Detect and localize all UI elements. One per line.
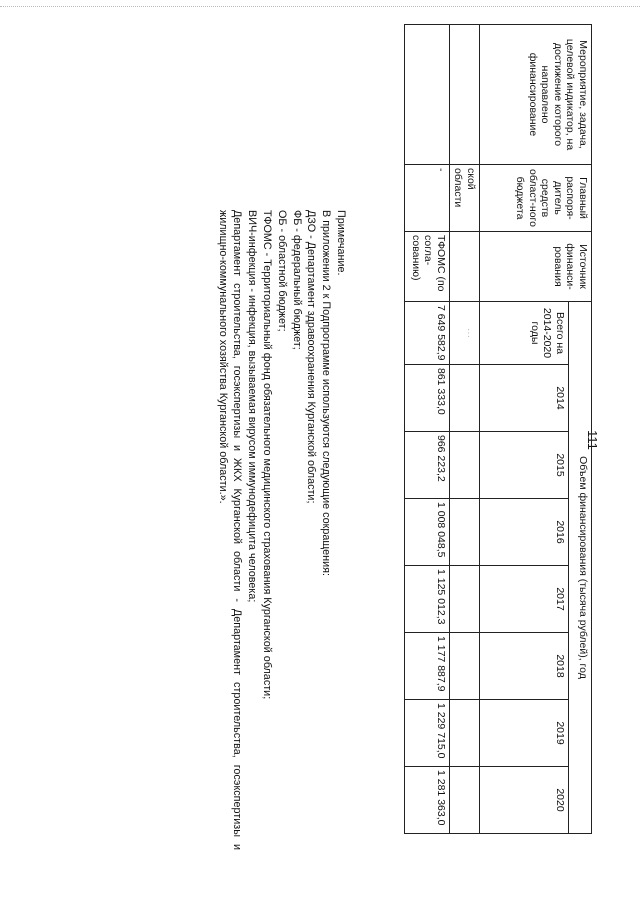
tail-faint-mark: … xyxy=(449,302,479,365)
tail-cell xyxy=(449,365,479,432)
note-item: ФБ - федеральный бюджет; xyxy=(290,210,303,350)
notes-block xyxy=(215,210,348,850)
header-year: 2016 xyxy=(480,499,569,566)
header-activity: Мероприятие, задача, целевой индикатор, на достижение которого направлено финансирование xyxy=(480,25,592,165)
tail-cell xyxy=(449,700,479,767)
tail-cell xyxy=(449,566,479,633)
header-year: 2015 xyxy=(480,432,569,499)
row-value: 1 281 363,0 xyxy=(404,767,449,834)
row-value: 1 229 715,0 xyxy=(404,700,449,767)
header-volume: Объем финансирования (тысяча рублей), год xyxy=(569,302,592,834)
tail-cell xyxy=(449,767,479,834)
row-source: ТФОМС (по согла-сованию) xyxy=(404,232,449,302)
row-value: 1 008 048,5 xyxy=(404,499,449,566)
row-total: 7 649 582,9 xyxy=(404,302,449,365)
header-year: 2020 xyxy=(480,767,569,834)
row-manager: - xyxy=(404,165,449,232)
tail-cell xyxy=(449,633,479,700)
financing-table xyxy=(404,24,592,834)
header-year: 2018 xyxy=(480,633,569,700)
row-value: 861 333,0 xyxy=(404,365,449,432)
rotated-page xyxy=(10,10,630,890)
row-activity xyxy=(404,25,449,165)
header-manager: Главный распоря-дитель средств област-ного бюджета xyxy=(480,165,592,232)
note-item: ВИЧ-инфекция - инфекция, вызываемая вирусом иммунодефицита человека; xyxy=(246,210,259,603)
tail-manager: ской области xyxy=(449,165,479,232)
tail-cell xyxy=(449,499,479,566)
header-year: 2017 xyxy=(480,566,569,633)
note-item: ОБ - областной бюджет; xyxy=(275,210,288,332)
header-source: Источник финанси-рования xyxy=(480,232,592,302)
tail-activity xyxy=(449,25,479,165)
tail-cell xyxy=(449,432,479,499)
header-total: Всего на 2014-2020 годы xyxy=(480,302,569,365)
page-number: 111 xyxy=(585,430,600,450)
header-year: 2019 xyxy=(480,700,569,767)
note-item: ДЗО - Департамент здравоохранения Курганской области; xyxy=(305,210,318,504)
header-year: 2014 xyxy=(480,365,569,432)
row-value: 966 223,2 xyxy=(404,432,449,499)
notes-title: Примечание. xyxy=(335,210,347,276)
note-item: ТФОМС - Территориальный фонд обязательного медицинского страхования Курганской области; xyxy=(261,210,274,700)
row-value: 1 125 012,3 xyxy=(404,566,449,633)
table-row xyxy=(404,25,449,834)
row-value: 1 177 887,9 xyxy=(404,633,449,700)
top-edge-dots xyxy=(0,6,640,8)
notes-intro: В приложении 2 к Подпрограмме используются следующие сокращения: xyxy=(320,210,333,577)
tail-source xyxy=(449,232,479,302)
note-item: Департамент строительства, госэкспертизы и ЖКХ Курганской области - Департамент строительства, госэкспертизы и жилищно-коммунального хозяйства Курганской области.». xyxy=(216,210,244,850)
